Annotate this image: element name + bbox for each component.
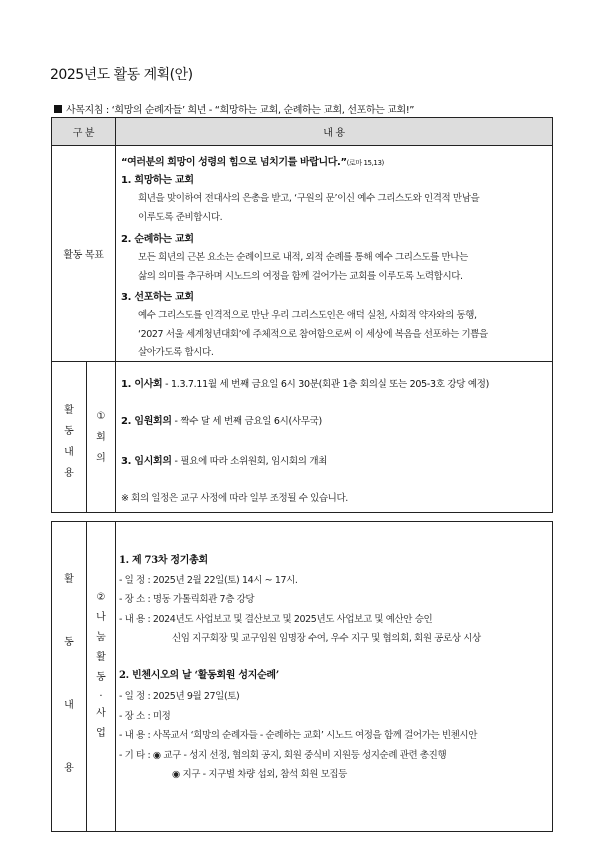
event-row-continuation: ◉ 지구 - 지구별 차량 섭외, 참석 회원 모집등 (172, 769, 347, 780)
activity-goals-label: 활동 목표 (63, 250, 104, 261)
event-row: - 내 용 : 사목교서 ‘희망의 순례자들 - 순례하는 교회’ 시노드 여정을 함께 걸어가는 빈첸시안 (119, 730, 477, 741)
activity-content-side-label: 활 동 내 용 (64, 405, 74, 479)
goal-title: 3. 선포하는 교회 (121, 292, 194, 303)
goal-line: 삶의 의미를 추구하며 시노드의 여정을 함께 걸어가는 교회를 이루도록 노력합시다. (138, 271, 463, 282)
pastoral-guideline (54, 101, 414, 116)
event-row: - 일 정 : 2025년 2월 22일(토) 14시 ~ 17시. (119, 575, 298, 586)
event-row: - 내 용 : 2024년도 사업보고 및 결산보고 및 2025년도 사업보고 및 예산안 승인 (119, 614, 433, 625)
event-row: - 장 소 : 명동 가톨릭회관 7층 강당 (119, 594, 255, 605)
event-title: 1. 제 73차 정기총회 (119, 555, 208, 566)
meeting-item: 2. 임원회의 - 짝수 달 세 번째 금요일 6시(사무국) (121, 416, 322, 427)
goals-quote: “여러분의 희망이 성령의 힘으로 넘치기를 바랍니다.”(로마 15,13) (121, 157, 384, 168)
meetings-sub-label: ① 회 의 (96, 411, 106, 464)
page-title: 2025년도 활동 계획(안) (50, 67, 193, 83)
goal-line: 살아가도록 합시다. (138, 347, 214, 358)
goal-line: 모든 희년의 근본 요소는 순례이므로 내적, 외적 순례를 통해 예수 그리스도를 만나는 (138, 252, 468, 263)
goal-title: 1. 희망하는 교회 (121, 175, 194, 186)
header-content: 내 용 (323, 128, 345, 139)
event-row: - 일 정 : 2025년 9월 27일(토) (119, 691, 240, 702)
pastoral-guideline-text: 사목지침 : ‘희망의 순례자들’ 희년 - “희망하는 교회, 순례하는 교회, 선포하는 교회!” (66, 105, 415, 116)
activity-content-side-label: 활 동 내 용 (64, 574, 74, 774)
event-row-continuation: 신임 지구회장 및 교구임원 임명장 수여, 우수 지구 및 협의회, 회원 공로상 시상 (172, 633, 481, 644)
sharing-activities-sub-label: ② 나 눔 활 동 . 사 업 (96, 592, 106, 739)
meeting-item: 3. 임시회의 - 필요에 따라 소위원회, 임시회의 개최 (121, 456, 328, 467)
square-bullet-icon (54, 105, 62, 113)
meeting-note: ※ 회의 일정은 교구 사정에 따라 일부 조정될 수 있습니다. (121, 493, 348, 504)
meeting-item: 1. 이사회 - 1.3.7.11월 세 번째 금요일 6시 30분(회관 1층 회의실 또는 205-3호 강당 예정) (121, 379, 489, 390)
goal-line: 이루도록 준비합시다. (138, 212, 223, 223)
header-category: 구 분 (72, 128, 95, 139)
goal-line: 예수 그리스도를 인격적으로 만난 우리 그리스도인은 애덕 실천, 사회적 약자와의 동행, (138, 310, 477, 321)
goal-title: 2. 순례하는 교회 (121, 234, 194, 245)
event-row: - 장 소 : 미정 (119, 711, 171, 722)
goal-line: ‘2027 서울 세계청년대회’에 주체적으로 참여함으로써 이 세상에 복음을 선포하는 기쁨을 (138, 329, 488, 340)
event-title: 2. 빈첸시오의 날 ‘활동회원 성지순례’ (119, 670, 279, 681)
goal-line: 희년을 맞이하여 전대사의 은총을 받고, ‘구원의 문’이신 예수 그리스도와 인격적 만남을 (138, 193, 480, 204)
event-row: - 기 타 : ◉ 교구 - 성지 선정, 협의회 공지, 회원 중식비 지원등 성지순례 관련 총진행 (119, 750, 447, 761)
